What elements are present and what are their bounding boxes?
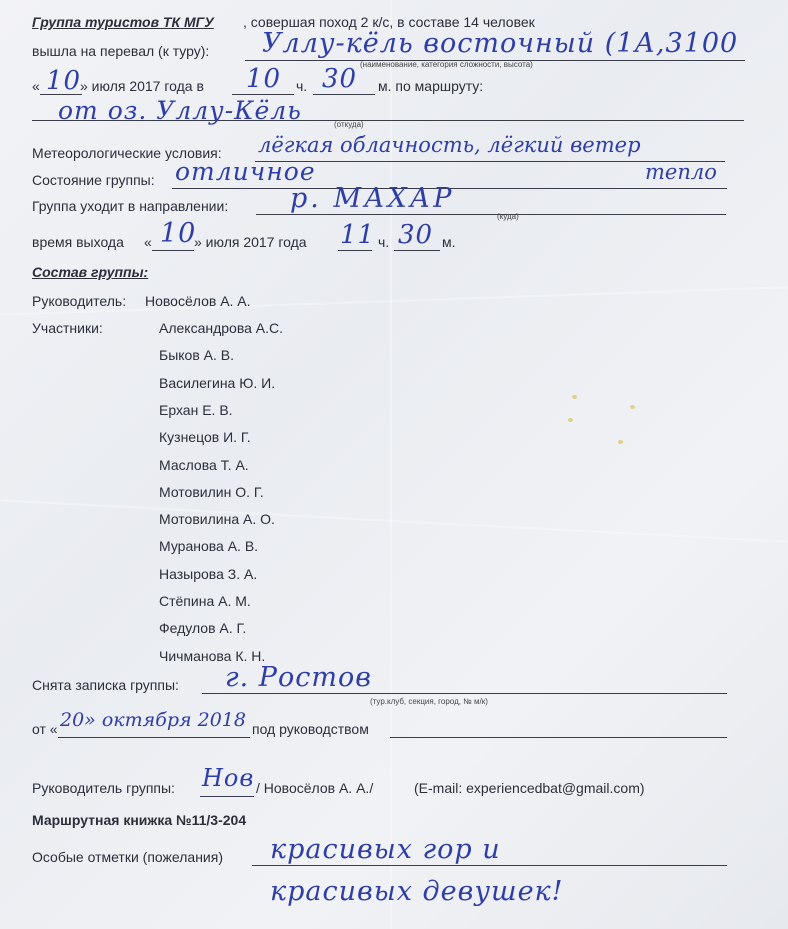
notes-underline: [252, 865, 727, 866]
member-name: Назырова З. А.: [159, 565, 258, 582]
removed-date-value: 20» октября 2018: [60, 709, 246, 731]
member-name: Мотовилина А. О.: [159, 511, 275, 528]
footer-leader-name: / Новосёлов А. А./: [256, 780, 374, 796]
departure-hour-label: ч.: [378, 234, 390, 250]
notes-label: Особые отметки (пожелания): [32, 849, 223, 865]
member-name: Чичманова К. Н.: [159, 647, 266, 664]
footer-email: (E-mail: experiencedbat@gmail.com): [414, 780, 645, 796]
direction-note: (куда): [497, 212, 519, 221]
weather-label: Метеорологические условия:: [32, 145, 222, 161]
direction-underline: [256, 214, 726, 215]
arrival-hour-underline: [232, 94, 294, 95]
departure-minute: 30: [398, 220, 434, 250]
member-name: Александрова А.С.: [159, 320, 284, 336]
paper-crease: [0, 499, 787, 542]
paper-stain: [568, 418, 573, 422]
state-value: отличное: [175, 157, 316, 186]
arrival-quote: «: [32, 78, 40, 94]
member-name: Мотовилин О. Г.: [159, 483, 264, 500]
pass-value: Уллу-кёль восточный (1А,3100: [262, 28, 739, 59]
signature-underline: [200, 796, 254, 797]
departure-hour: 11: [340, 220, 376, 250]
member-name: Ерхан Е. В.: [159, 401, 233, 418]
member-name: Маслова Т. А.: [159, 456, 249, 473]
removed-leader-underline: [390, 737, 727, 738]
weather-value: лёгкая облачность, лёгкий ветер: [258, 133, 641, 157]
departure-label: время выхода: [32, 234, 124, 250]
removed-leader-label: под руководством: [252, 721, 369, 737]
member-name: Кузнецов И. Г.: [159, 429, 251, 446]
composition-title: Состав группы:: [32, 264, 149, 280]
direction-label: Группа уходит в направлении:: [32, 198, 229, 214]
arrival-route-label: м. по маршруту:: [378, 78, 484, 94]
leader-name: Новосёлов А. А.: [145, 293, 251, 309]
arrival-minute-underline: [313, 94, 375, 95]
state-label: Состояние группы:: [32, 172, 155, 188]
state-extra: тепло: [645, 160, 717, 184]
member-name: Стёпина А. М.: [159, 593, 251, 609]
arrival-hour: 10: [246, 64, 282, 94]
departure-quote: «: [144, 234, 152, 250]
arrival-hour-label: ч.: [296, 78, 308, 94]
leader-label: Руководитель:: [32, 293, 127, 309]
paper-stain: [630, 405, 635, 409]
paper-stain: [618, 440, 623, 444]
member-name: Василегина Ю. И.: [159, 374, 276, 391]
arrival-month-year: » июля 2017 года в: [80, 78, 204, 94]
leader-signature: Нов: [202, 764, 255, 792]
group-title: Группа туристов ТК МГУ: [32, 14, 214, 30]
members-label: Участники:: [32, 320, 103, 336]
removed-date-prefix: от «: [32, 721, 58, 737]
departure-minute-underline: [394, 250, 440, 251]
direction-value: р. МАХАР: [290, 183, 455, 214]
route-book-number: Маршрутная книжка №11/3-204: [32, 812, 247, 828]
arrival-minute: 30: [322, 64, 358, 94]
removed-value: г. Ростов: [225, 662, 372, 693]
pass-note: (наименование, категория сложности, высота): [360, 60, 533, 69]
paper-stain: [572, 395, 577, 399]
footer-leader-label: Руководитель группы:: [32, 780, 175, 796]
departure-day: 10: [160, 218, 197, 249]
notes-line-2: красивых девушек!: [270, 876, 564, 907]
removed-underline: [202, 693, 727, 694]
departure-month-year: » июля 2017 года: [194, 234, 307, 250]
pass-label: вышла на перевал (к туру):: [32, 43, 210, 59]
member-name: Федулов А. Г.: [159, 620, 247, 637]
removed-date-underline: [58, 737, 250, 738]
route-from-note: (откуда): [334, 120, 364, 129]
notes-line-1: красивых гор и: [270, 834, 501, 865]
group-description: , совершая поход 2 к/с, в составе 14 человек: [243, 14, 535, 30]
route-from-value: от оз. Уллу-Кёль: [58, 96, 302, 125]
removed-label: Снята записка группы:: [32, 677, 179, 693]
arrival-day: 10: [46, 66, 82, 96]
member-name: Быков А. В.: [159, 347, 234, 364]
departure-day-underline: [152, 250, 194, 251]
departure-hour-underline: [338, 250, 372, 251]
departure-minute-label: м.: [442, 234, 456, 250]
member-name: Муранова А. В.: [159, 538, 259, 555]
removed-note: (тур.клуб, секция, город, № м/к): [370, 697, 488, 706]
